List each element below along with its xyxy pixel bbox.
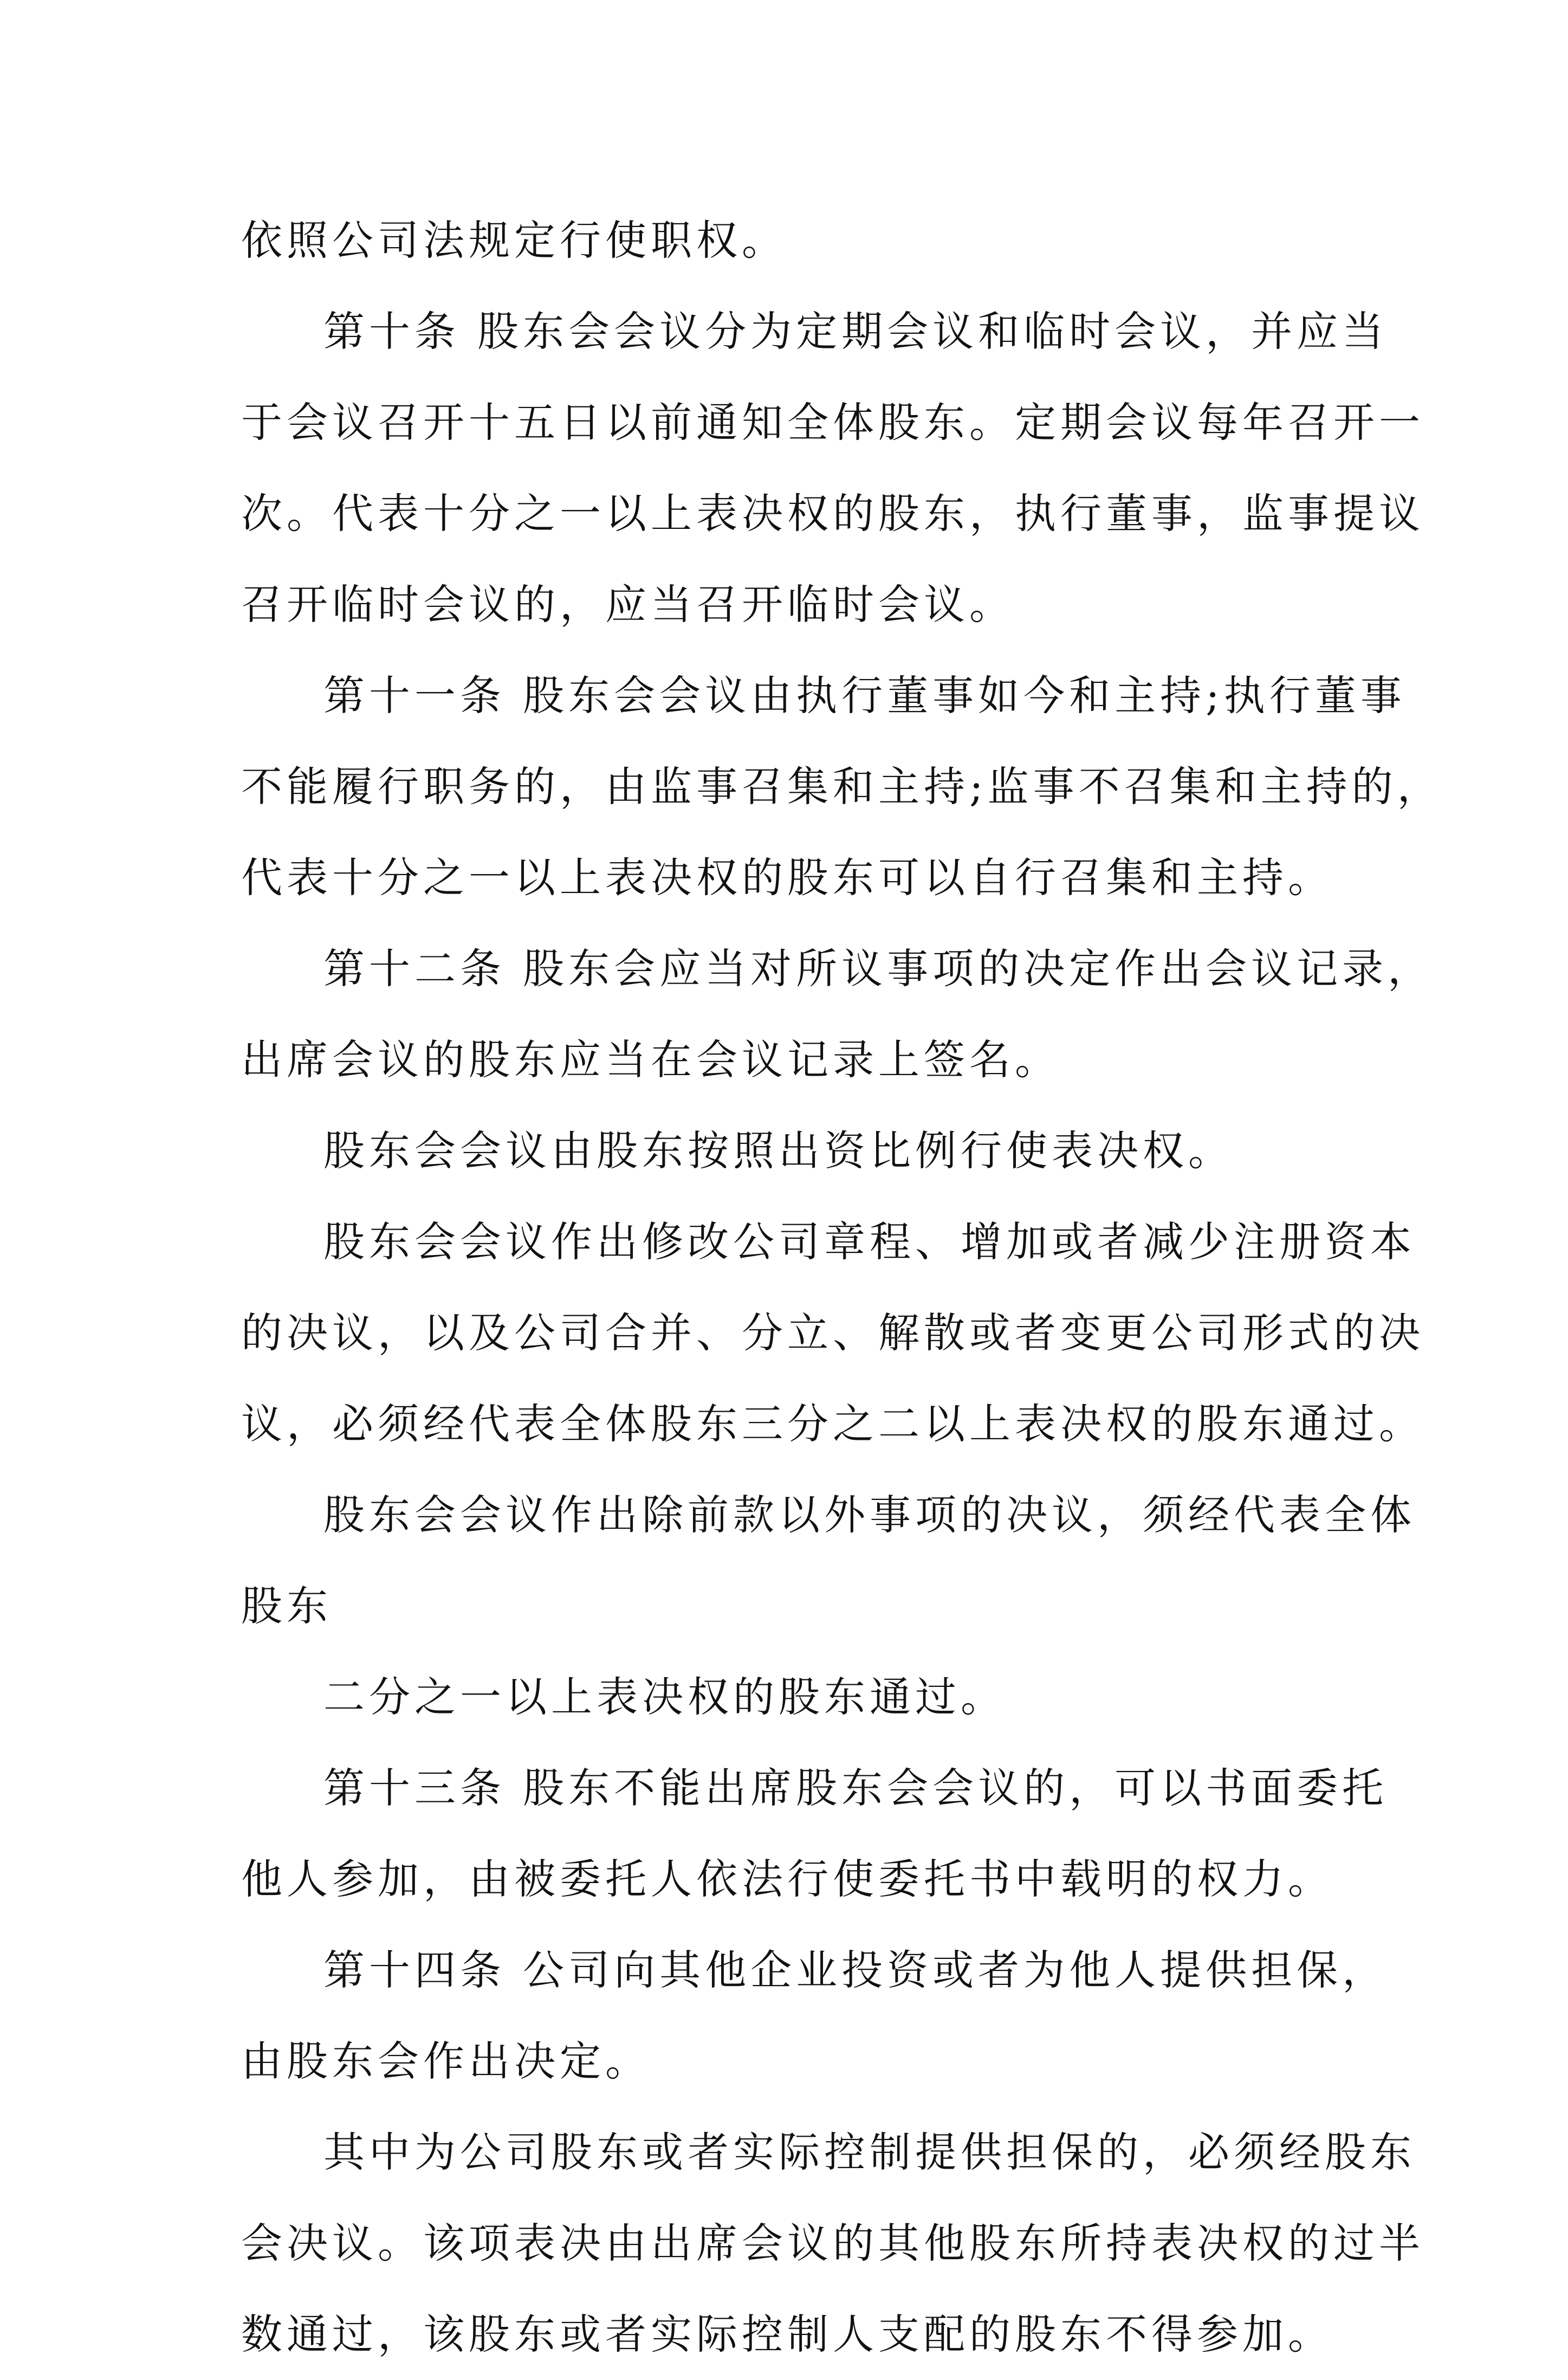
document-body (241, 195, 1443, 2380)
document-line: 依照公司法规定行使职权。 (241, 216, 787, 264)
document-line: 的决议，以及公司合并、分立、解散或者变更公司形式的决 (241, 1309, 1424, 1357)
document-line: 股东会会议作出除前款以外事项的决议，须经代表全体 (323, 1491, 1416, 1539)
document-line: 会决议。该项表决由出席会议的其他股东所持表决权的过半 (241, 2219, 1424, 2267)
document-line: 代表十分之一以上表决权的股东可以自行召集和主持。 (241, 853, 1333, 902)
document-line: 第十条 股东会会议分为定期会议和临时会议，并应当 (323, 307, 1388, 355)
document-line: 第十一条 股东会会议由执行董事如今和主持;执行董事 (323, 671, 1406, 720)
document-line: 于会议召开十五日以前通知全体股东。定期会议每年召开一 (241, 398, 1424, 447)
document-line: 他人参加，由被委托人依法行使委托书中载明的权力。 (241, 1855, 1333, 1903)
document-line: 股东会会议由股东按照出资比例行使表决权。 (323, 1127, 1234, 1175)
document-line: 第十二条 股东会应当对所议事项的决定作出会议记录， (323, 945, 1434, 993)
document-line: 股东 (241, 1582, 332, 1630)
document-line: 召开临时会议的，应当召开临时会议。 (241, 580, 1015, 629)
document-line: 出席会议的股东应当在会议记录上签名。 (241, 1036, 1060, 1084)
document-line: 数通过，该股东或者实际控制人支配的股东不得参加。 (241, 2310, 1333, 2358)
document-line: 其中为公司股东或者实际控制提供担保的，必须经股东 (323, 2128, 1416, 2176)
document-line: 股东会会议作出修改公司章程、增加或者减少注册资本 (323, 1218, 1416, 1266)
document-line: 第十三条 股东不能出席股东会会议的，可以书面委托 (323, 1764, 1388, 1812)
document-line: 第十四条 公司向其他企业投资或者为他人提供担保， (323, 1946, 1388, 1994)
document-line: 不能履行职务的，由监事召集和主持;监事不召集和主持的， (241, 762, 1443, 811)
document-line: 次。代表十分之一以上表决权的股东，执行董事，监事提议 (241, 489, 1424, 538)
document-line: 议，必须经代表全体股东三分之二以上表决权的股东通过。 (241, 1400, 1424, 1448)
document-line: 由股东会作出决定。 (241, 2037, 651, 2085)
document-line: 二分之一以上表决权的股东通过。 (323, 1673, 1006, 1721)
